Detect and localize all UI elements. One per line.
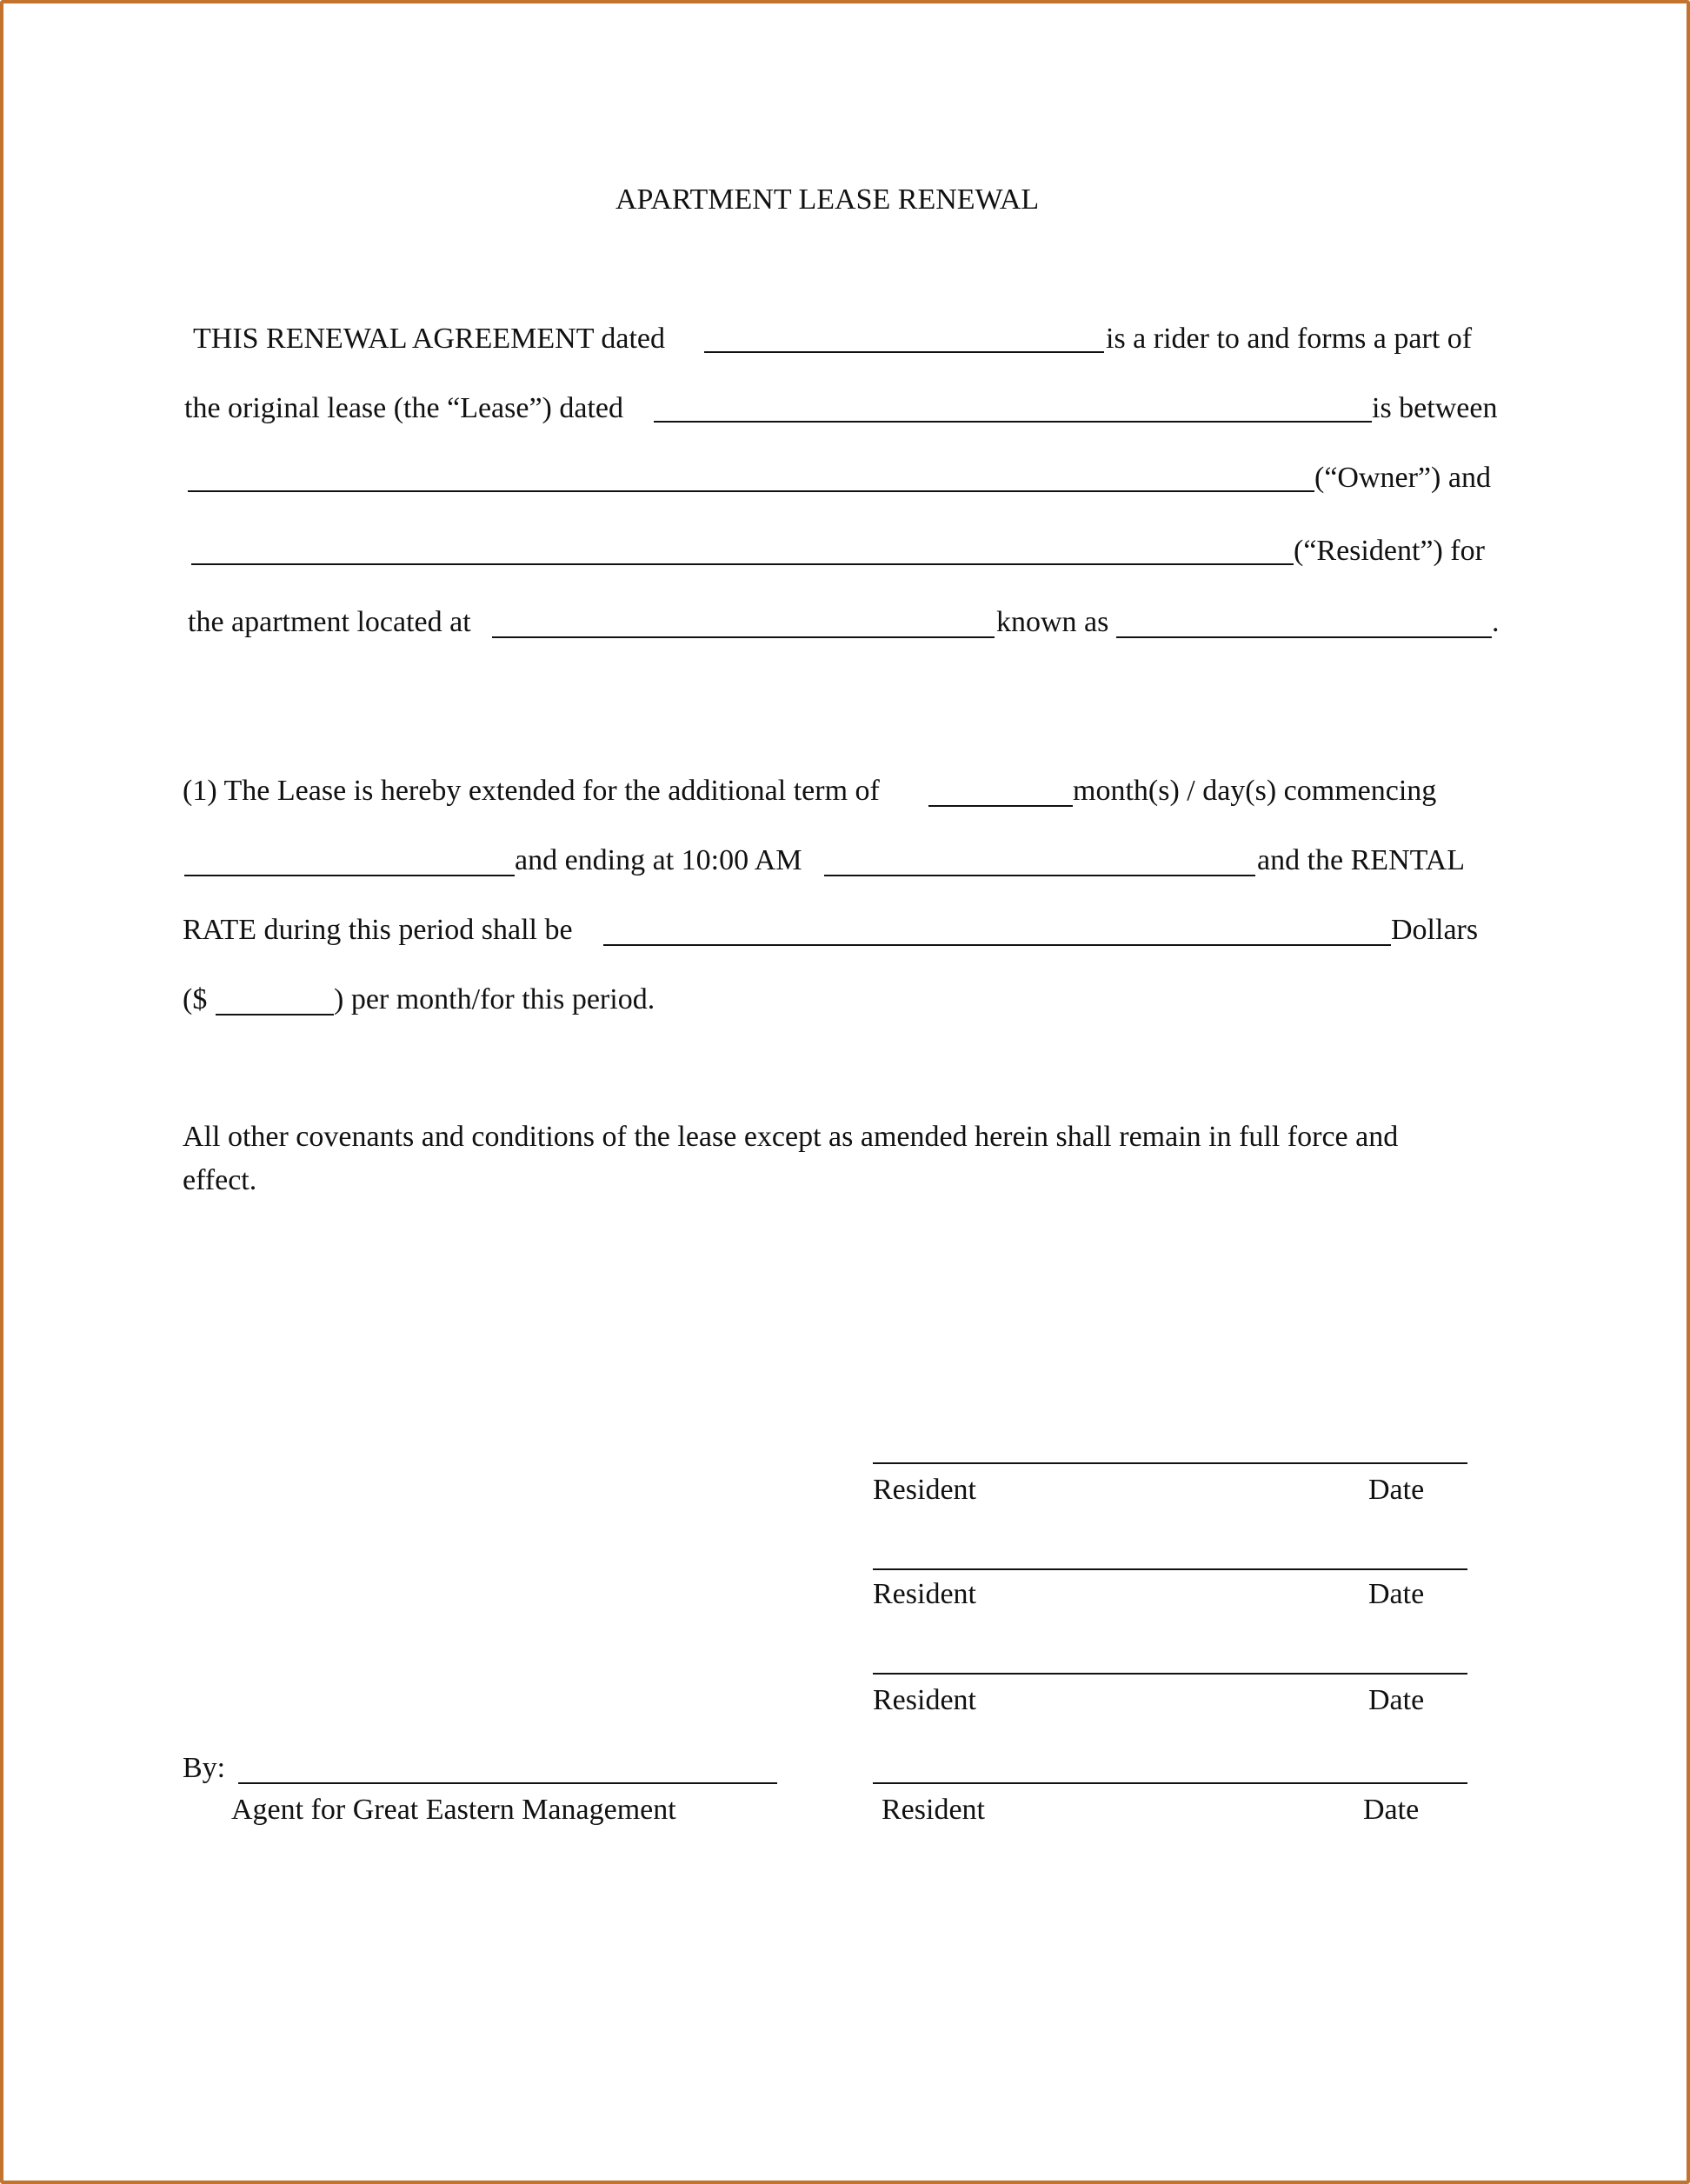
agent-label: Agent for Great Eastern Management: [231, 1794, 676, 1826]
date-label: Date: [1368, 1684, 1425, 1716]
intro-line-2-end: is between: [1372, 392, 1498, 424]
resident-label: (“Resident”) for: [1294, 535, 1485, 567]
clause-1-line-2-end: and the RENTAL: [1257, 844, 1465, 876]
covenants-line-1: All other covenants and conditions of the lease except as amended herein shall remain in full force and: [183, 1121, 1399, 1153]
intro-line-1-start: THIS RENEWAL AGREEMENT dated: [193, 323, 665, 355]
clause-1-line-2-start: and ending at 10:00 AM: [515, 844, 802, 876]
resident-signature-line[interactable]: [873, 1673, 1467, 1675]
by-label: By:: [183, 1752, 226, 1784]
rental-rate-words-blank[interactable]: [603, 944, 1391, 946]
known-as-blank[interactable]: [1116, 636, 1492, 638]
intro-line-2-start: the original lease (the “Lease”) dated: [184, 392, 624, 424]
resident-name-blank[interactable]: [191, 563, 1294, 565]
clause-1-line-4-start: ($: [183, 983, 208, 1015]
resident-label: Resident: [873, 1578, 976, 1610]
owner-label: (“Owner”) and: [1314, 462, 1491, 494]
document-title: APARTMENT LEASE RENEWAL: [615, 183, 1040, 216]
resident-label: Resident: [873, 1684, 976, 1716]
date-label: Date: [1368, 1474, 1425, 1506]
clause-1-line-1-end: month(s) / day(s) commencing: [1073, 775, 1437, 807]
intro-line-1-end: is a rider to and forms a part of: [1106, 323, 1473, 355]
intro-period: .: [1492, 606, 1500, 638]
resident-signature-line[interactable]: [873, 1568, 1467, 1570]
resident-signature-line[interactable]: [873, 1462, 1467, 1464]
known-as-label: known as: [996, 606, 1109, 638]
commencing-date-blank[interactable]: [184, 875, 515, 876]
date-label: Date: [1363, 1794, 1420, 1826]
intro-line-5-start: the apartment located at: [188, 606, 471, 638]
dollars-label: Dollars: [1391, 914, 1479, 946]
resident-label: Resident: [882, 1794, 985, 1826]
agent-signature-line[interactable]: [238, 1782, 777, 1784]
clause-1-line-3-start: RATE during this period shall be: [183, 914, 573, 946]
resident-signature-line[interactable]: [873, 1782, 1467, 1784]
term-length-blank[interactable]: [928, 805, 1073, 807]
rental-rate-amount-blank[interactable]: [216, 1014, 334, 1015]
clause-1-line-4-end: ) per month/for this period.: [334, 983, 655, 1015]
apartment-address-blank[interactable]: [492, 636, 995, 638]
date-label: Date: [1368, 1578, 1425, 1610]
original-lease-date-blank[interactable]: [654, 421, 1372, 423]
agreement-date-blank[interactable]: [704, 351, 1104, 353]
resident-label: Resident: [873, 1474, 976, 1506]
covenants-line-2: effect.: [183, 1164, 257, 1196]
owner-name-blank[interactable]: [188, 490, 1314, 492]
clause-1-line-1-start: (1) The Lease is hereby extended for the additional term of: [183, 775, 880, 807]
ending-date-blank[interactable]: [824, 875, 1255, 876]
